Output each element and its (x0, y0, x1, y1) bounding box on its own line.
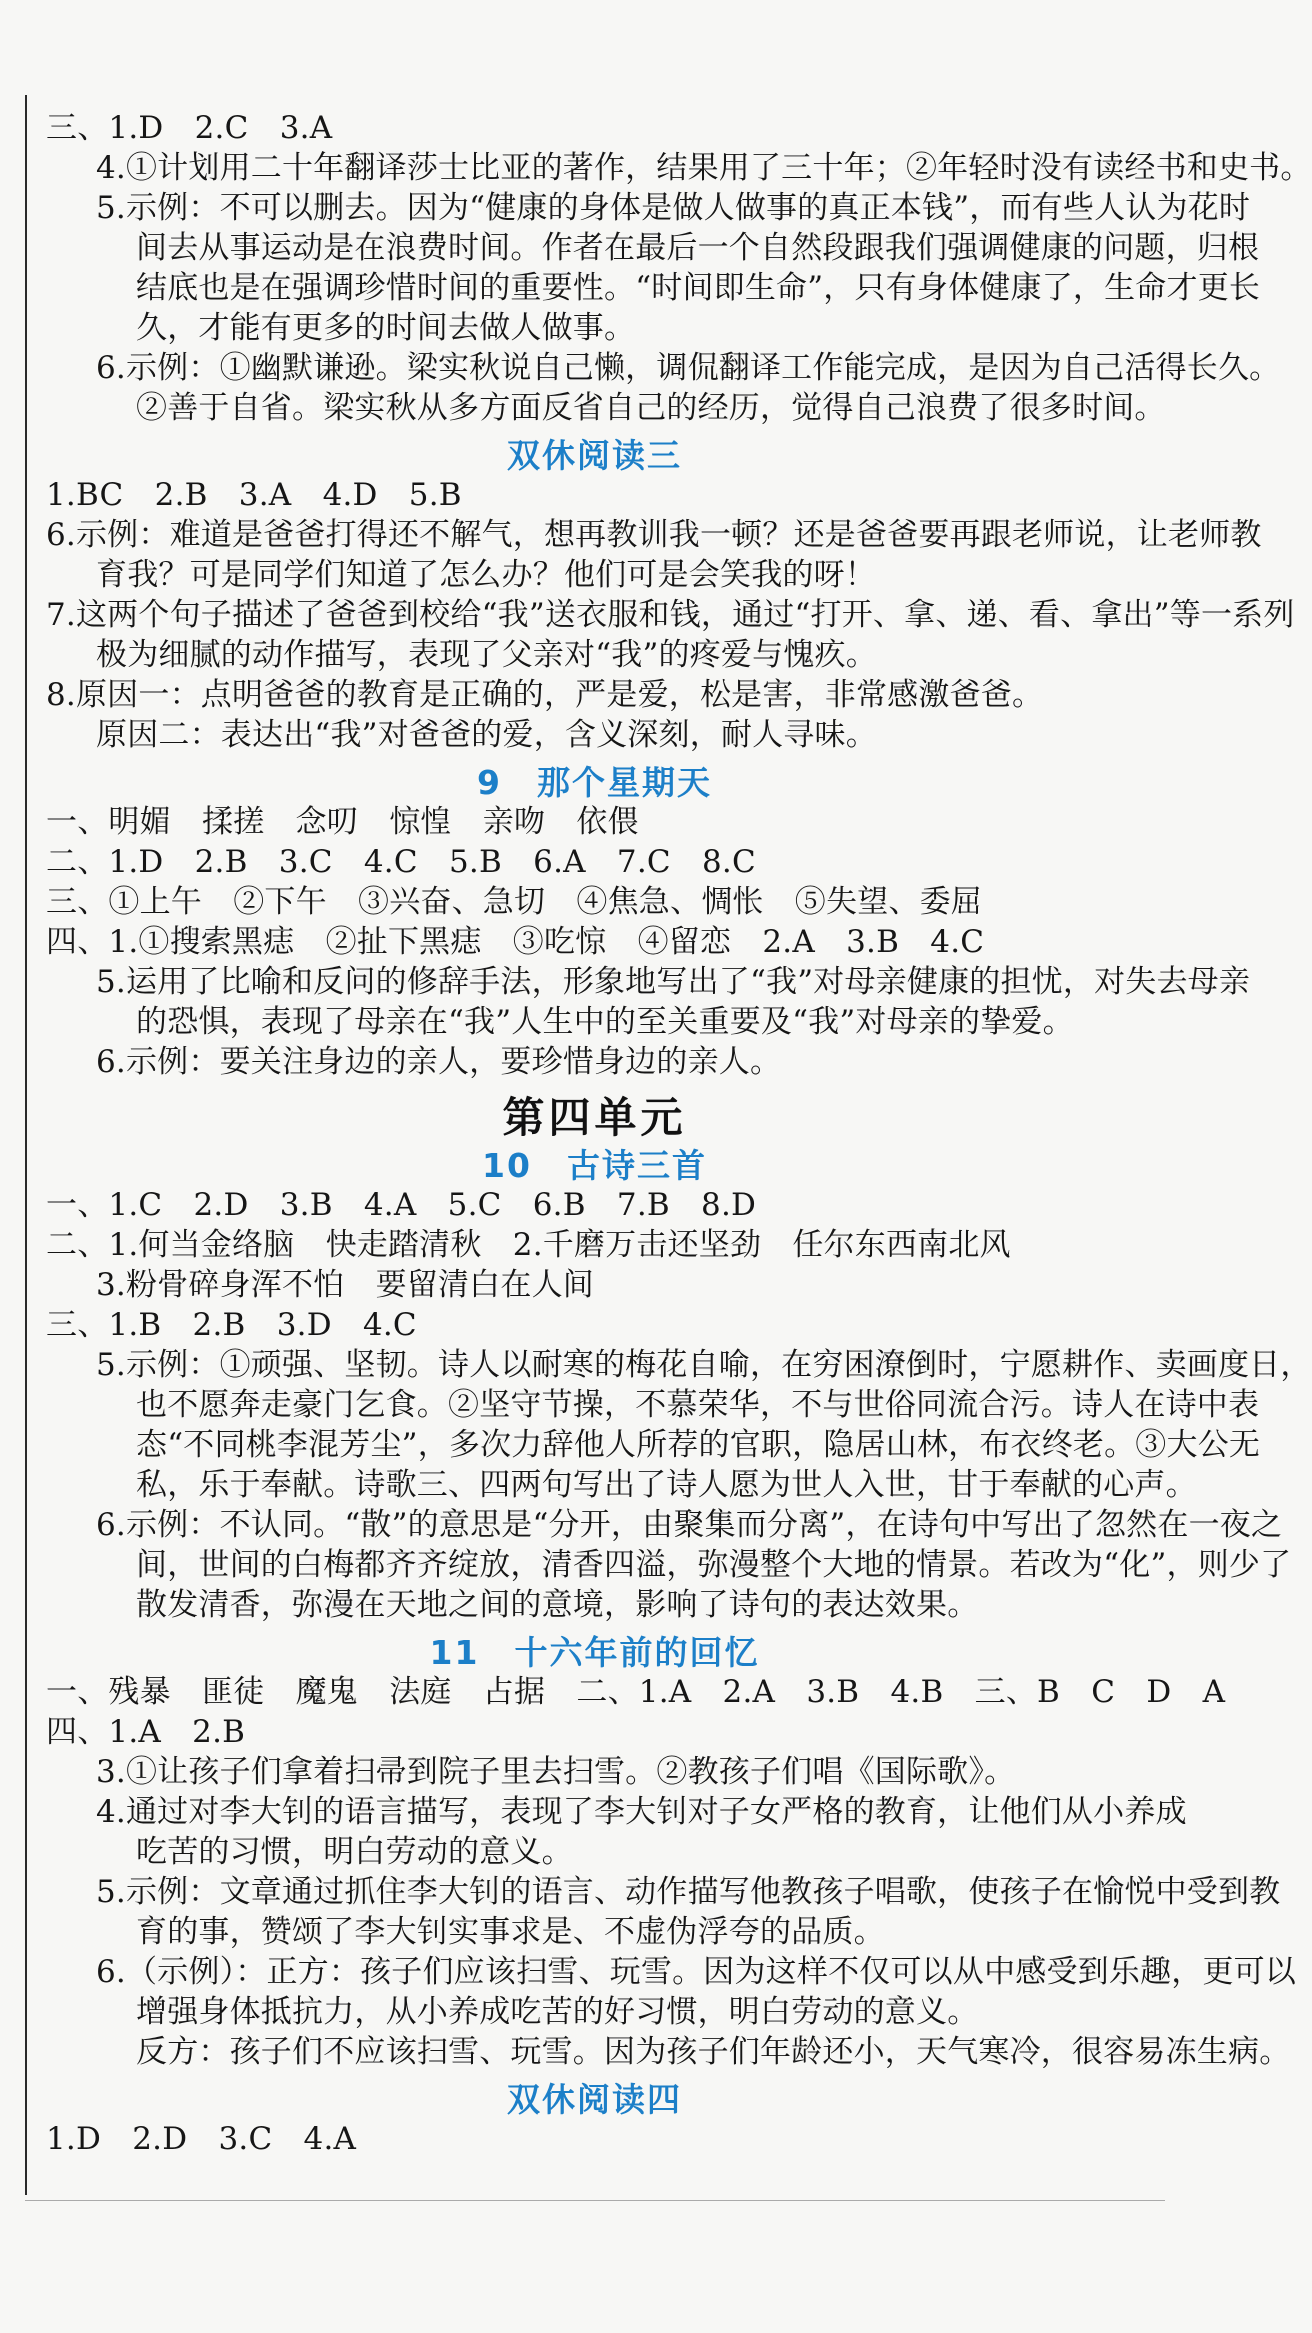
section-heading: 9 那个星期天 (477, 763, 712, 802)
text-line: 私，乐于奉献。诗歌三、四两句写出了诗人愿为世人入世，甘于奉献的心声。 (136, 1467, 1197, 1503)
text-line: 间，世间的白梅都齐齐绽放，清香四溢，弥漫整个大地的情景。若改为“化”，则少了 (136, 1547, 1292, 1583)
text-line: 1.BC 2.B 3.A 4.D 5.B (46, 477, 462, 513)
text-line: 四、1.A 2.B (46, 1714, 246, 1750)
text-line: 的恐惧，表现了母亲在“我”人生中的至关重要及“我”对母亲的挚爱。 (136, 1004, 1074, 1040)
text-line: 4.通过对李大钊的语言描写，表现了李大钊对子女严格的教育，让他们从小养成 (96, 1794, 1187, 1830)
text-line: 极为细腻的动作描写，表现了父亲对“我”的疼爱与愧疚。 (96, 637, 877, 673)
text-line: 一、残暴 匪徒 魔鬼 法庭 占据 二、1.A 2.A 3.B 4.B 三、B C D A (46, 1674, 1226, 1710)
text-line: 6.示例：难道是爸爸打得还不解气，想再教训我一顿？还是爸爸要再跟老师说，让老师教 (46, 517, 1262, 553)
text-line: 二、1.何当金络脑 快走踏清秋 2.千磨万击还坚劲 任尔东西南北风 (46, 1227, 1011, 1263)
text-line: 5.示例：不可以删去。因为“健康的身体是做人做事的真正本钱”，而有些人认为花时 (96, 190, 1251, 226)
section-heading: 双休阅读四 (507, 2080, 682, 2119)
text-line: 5.示例：文章通过抓住李大钊的语言、动作描写他教孩子唱歌，使孩子在愉悦中受到教 (96, 1874, 1281, 1910)
text-line: 原因二：表达出“我”对爸爸的爱，含义深刻，耐人寻味。 (96, 717, 877, 753)
text-line: 1.D 2.D 3.C 4.A (46, 2121, 357, 2157)
text-line: 3.粉骨碎身浑不怕 要留清白在人间 (96, 1267, 594, 1303)
text-line: 三、1.B 2.B 3.D 4.C (46, 1307, 417, 1343)
text-line: 三、1.D 2.C 3.A (46, 110, 333, 146)
text-line: 4.①计划用二十年翻译莎士比亚的著作，结果用了三十年；②年轻时没有读经书和史书。 (96, 150, 1312, 186)
text-line: 增强身体抵抗力，从小养成吃苦的好习惯，明白劳动的意义。 (136, 1994, 979, 2030)
unit-title: 第四单元 (502, 1093, 687, 1142)
text-line: 育我？可是同学们知道了怎么办？他们可是会笑我的呀！ (96, 557, 876, 593)
section-heading: 双休阅读三 (507, 436, 682, 475)
text-line: 三、①上午 ②下午 ③兴奋、急切 ④焦急、惆怅 ⑤失望、委屈 (46, 884, 982, 920)
text-line: 一、1.C 2.D 3.B 4.A 5.C 6.B 7.B 8.D (46, 1187, 757, 1223)
text-line: 6.示例：要关注身边的亲人，要珍惜身边的亲人。 (96, 1044, 782, 1080)
text-line: 一、明媚 揉搓 念叨 惊惶 亲吻 依偎 (46, 804, 639, 840)
text-line: 四、1.①搜索黑痣 ②扯下黑痣 ③吃惊 ④留恋 2.A 3.B 4.C (46, 924, 985, 960)
text-line: 二、1.D 2.B 3.C 4.C 5.B 6.A 7.C 8.C (46, 844, 756, 880)
divider (25, 2200, 1165, 2201)
text-line: 态“不同桃李混芳尘”，多次力辞他人所荐的官职，隐居山林，布衣终老。③大公无 (136, 1427, 1261, 1463)
text-line: 也不愿奔走豪门乞食。②坚守节操，不慕荣华，不与世俗同流合污。诗人在诗中表 (136, 1387, 1260, 1423)
text-line: 6.示例：不认同。“散”的意思是“分开，由聚集而分离”，在诗句中写出了忽然在一夜之 (96, 1507, 1283, 1543)
text-line: 5.运用了比喻和反问的修辞手法，形象地写出了“我”对母亲健康的担忧，对失去母亲 (96, 964, 1251, 1000)
text-line: 8.原因一：点明爸爸的教育是正确的，严是爱，松是害，非常感激爸爸。 (46, 677, 1044, 713)
section-heading: 11 十六年前的回忆 (429, 1633, 760, 1672)
text-line: 间去从事运动是在浪费时间。作者在最后一个自然段跟我们强调健康的问题，归根 (136, 230, 1260, 266)
text-line: 6.（示例）：正方：孩子们应该扫雪、玩雪。因为这样不仅可以从中感受到乐趣，更可以 (96, 1954, 1297, 1990)
text-line: 育的事，赞颂了李大钊实事求是、不虚伪浮夸的品质。 (136, 1914, 885, 1950)
text-line: 7.这两个句子描述了爸爸到校给“我”送衣服和钱，通过“打开、拿、递、看、拿出”等一系列 (46, 597, 1295, 633)
text-line: 吃苦的习惯，明白劳动的意义。 (136, 1834, 573, 1870)
text-line: 结底也是在强调珍惜时间的重要性。“时间即生命”，只有身体健康了，生命才更长 (136, 270, 1261, 306)
text-line: 3.①让孩子们拿着扫帚到院子里去扫雪。②教孩子们唱《国际歌》。 (96, 1754, 1016, 1790)
text-line: 久，才能有更多的时间去做人做事。 (136, 310, 636, 346)
text-line: 散发清香，弥漫在天地之间的意境，影响了诗句的表达效果。 (136, 1587, 979, 1623)
text-line: ②善于自省。梁实秋从多方面反省自己的经历，觉得自己浪费了很多时间。 (136, 390, 1166, 426)
text-line: 5.示例：①顽强、坚韧。诗人以耐寒的梅花自喻，在穷困潦倒时，宁愿耕作、卖画度日， (96, 1347, 1312, 1383)
text-line: 反方：孩子们不应该扫雪、玩雪。因为孩子们年龄还小，天气寒冷，很容易冻生病。 (136, 2034, 1291, 2070)
text-line: 6.示例：①幽默谦逊。梁实秋说自己懒，调侃翻译工作能完成，是因为自己活得长久。 (96, 350, 1281, 386)
section-heading: 10 古诗三首 (482, 1146, 707, 1185)
